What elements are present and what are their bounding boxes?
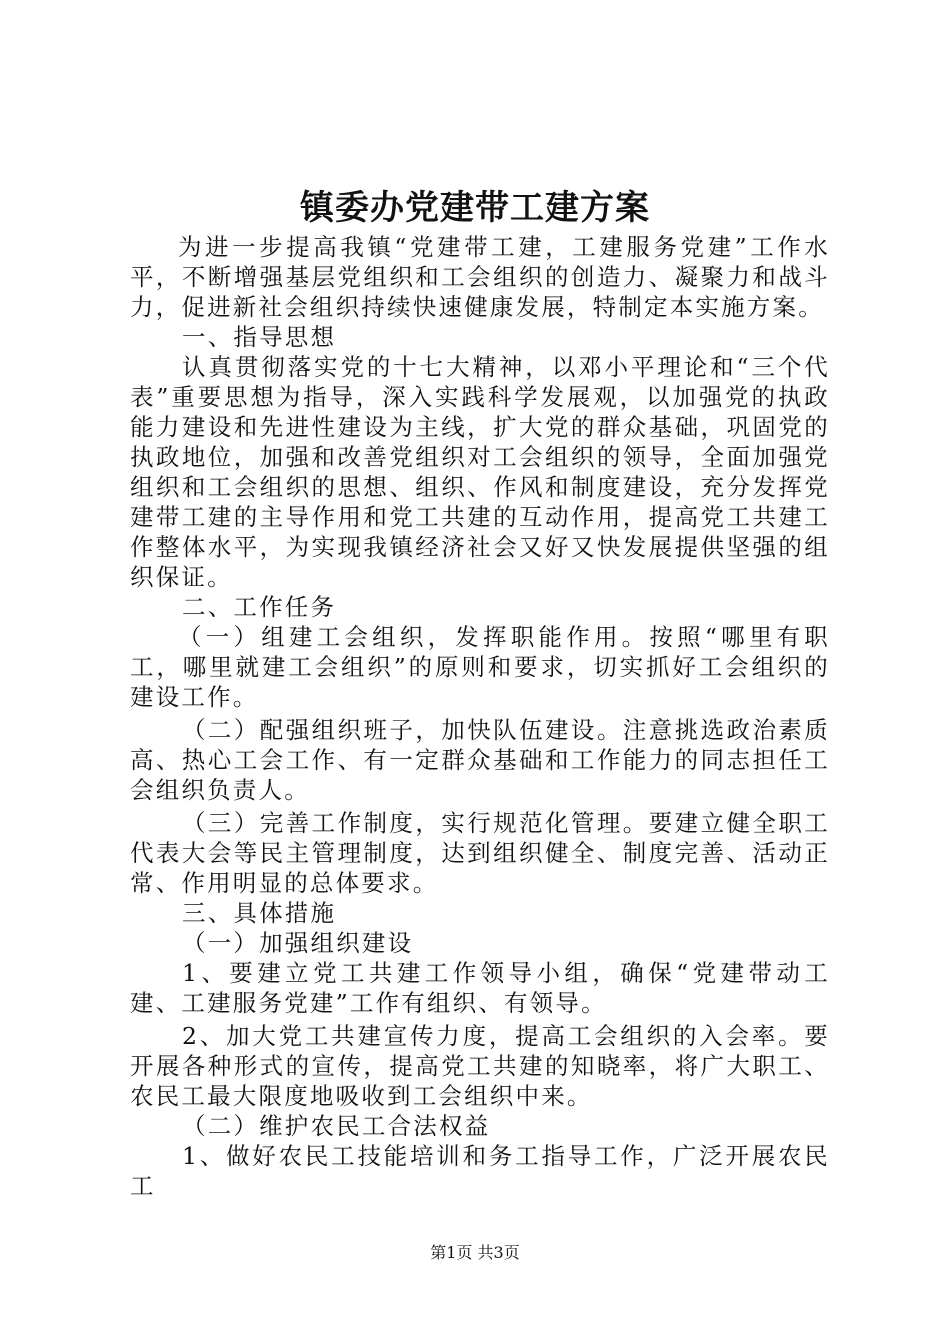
task-item-3: （三）完善工作制度，实行规范化管理。要建立健全职工代表大会等民主管理制度，达到组织健全、制度完善、活动正常、作用明显的总体要求。 bbox=[130, 809, 830, 897]
section-heading-work-tasks: 二、工作任务 bbox=[182, 593, 337, 621]
task-item-2: （二）配强组织班子，加快队伍建设。注意挑选政治素质高、热心工会工作、有一定群众基础和工作能力的同志担任工会组织负责人。 bbox=[130, 716, 830, 804]
measure-item-2: 2、加大党工共建宣传力度，提高工会组织的入会率。要开展各种形式的宣传，提高党工共建的知晓率，将广大职工、农民工最大限度地吸收到工会组织中来。 bbox=[130, 1022, 830, 1110]
section-heading-measures: 三、具体措施 bbox=[182, 899, 337, 927]
document-title: 镇委办党建带工建方案 bbox=[300, 188, 650, 228]
section-heading-guiding-ideology: 一、指导思想 bbox=[182, 323, 337, 351]
subsection-heading-organization: （一）加强组织建设 bbox=[182, 929, 414, 957]
guiding-ideology-paragraph: 认真贯彻落实党的十七大精神，以邓小平理论和“三个代表”重要思想为指导，深入实践科学发展观，以加强党的执政能力建设和先进性建设为主线，扩大党的群众基础，巩固党的执政地位，加强和改善党组织对工会组织的领导，全面加强党组织和工会组织的思想、组织、作风和制度建设，充分发挥党建带工建的主导作用和党工共建的互动作用，提高党工共建工作整体水平，为实现我镇经济社会又好又快发展提供坚强的组织保证。 bbox=[130, 353, 830, 591]
page-number-footer: 第1页 共3页 bbox=[430, 1243, 520, 1262]
intro-paragraph: 为进一步提高我镇“党建带工建，工建服务党建”工作水平，不断增强基层党组织和工会组织的创造力、凝聚力和战斗力，促进新社会组织持续快速健康发展，特制定本实施方案。 bbox=[130, 233, 830, 321]
document-body bbox=[130, 232, 830, 1201]
measure-item-1: 1、要建立党工共建工作领导小组，确保“党建带动工建、工建服务党建”工作有组织、有领导。 bbox=[130, 959, 830, 1017]
rights-item-1: 1、做好农民工技能培训和务工指导工作，广泛开展农民工 bbox=[130, 1142, 830, 1200]
task-item-1: （一）组建工会组织，发挥职能作用。按照“哪里有职工，哪里就建工会组织”的原则和要求，切实抓好工会组织的建设工作。 bbox=[130, 623, 830, 711]
subsection-heading-rights: （二）维护农民工合法权益 bbox=[182, 1112, 491, 1140]
